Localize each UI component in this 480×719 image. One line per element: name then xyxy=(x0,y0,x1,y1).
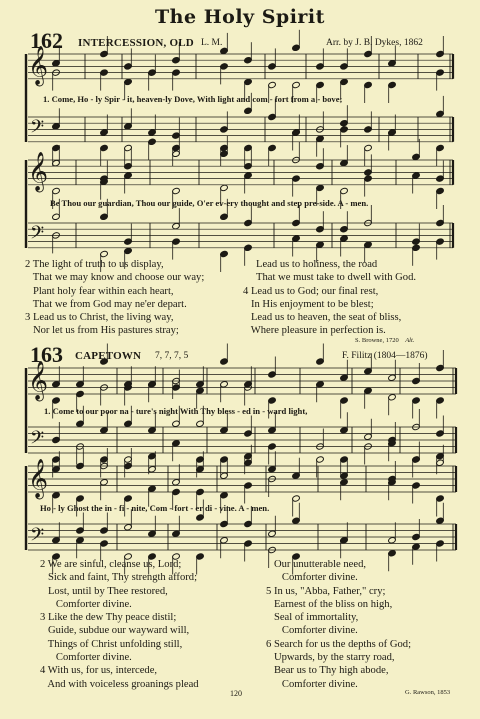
hymn-163-verses-left xyxy=(40,558,199,691)
hymn-162-arranger: Arr. by J. B. Dykes, 1862 xyxy=(326,38,423,48)
treble-clef-icon: 𝄞 xyxy=(28,45,49,86)
verse-line: 5 In us, "Abba, Father," cry; xyxy=(266,585,386,597)
verse-line: 6 Search for us the depths of God; xyxy=(266,638,412,650)
verse-line: 2 We are sinful, cleanse us, Lord; xyxy=(40,559,182,570)
verse-line: Things of Christ unfolding still, xyxy=(40,638,183,650)
verse-line: That we may know and choose our way; xyxy=(25,272,205,284)
hymn-162-tune: INTERCESSION, OLD xyxy=(78,37,194,49)
h162-treble-1-staff xyxy=(28,54,453,79)
verse-line: That we from God may ne'er depart. xyxy=(25,298,187,310)
verse-line: Where pleasure in perfection is. xyxy=(243,325,386,337)
verse-line: Plant holy fear within each heart, xyxy=(25,285,174,297)
h163-bass-2-staff xyxy=(28,524,456,550)
hymn-162-verses-left xyxy=(25,258,204,338)
verse-line: 2 The light of truth to us display, xyxy=(25,259,164,270)
verse-line: And with voiceless groanings plead xyxy=(40,678,199,690)
bass-clef-icon: 𝄢 xyxy=(30,428,45,454)
hymn-163-verses-right xyxy=(266,558,411,691)
bass-clef-icon: 𝄢 xyxy=(30,223,45,249)
verse-line: Comforter divine. xyxy=(266,625,358,637)
hymn-163-meter: 7, 7, 7, 5 xyxy=(155,351,189,361)
hymn-162-number: 162 xyxy=(30,28,63,53)
hymn-163-lyric-line-1: 1. Come to our poor na - ture's night With Thy bless - ed in - ward light, xyxy=(44,406,308,416)
hymn-163-composer: F. Filitz (1804—1876) xyxy=(342,351,428,361)
author-note: Alt. xyxy=(405,337,415,344)
hymn-162-lyric-line-2: Be Thou our guardian, Thou our guide, O'er ev-ery thought and step pre-side. A - men. xyxy=(50,198,369,208)
verse-line: 3 Like the dew Thy peace distil; xyxy=(40,612,177,624)
verse-line: Comforter divine. xyxy=(40,652,132,664)
hymn-163-author: G. Rawson, 1853 xyxy=(405,689,451,696)
h162-treble-2-staff xyxy=(28,160,453,185)
hymn-162-author xyxy=(355,337,414,344)
verse-line: Earnest of the bliss on high, xyxy=(266,598,393,610)
verse-line: 4 With us, for us, intercede, xyxy=(40,665,158,677)
treble-clef-icon: 𝄞 xyxy=(28,458,49,499)
verse-line: Lead us to heaven, the seat of bliss, xyxy=(243,312,402,324)
verse-line: Sick and faint, Thy strength afford; xyxy=(40,572,198,584)
page-title: The Holy Spirit xyxy=(155,6,325,28)
bass-clef-icon: 𝄢 xyxy=(30,117,45,143)
hymn-162-lyric-line-1: 1. Come, Ho - ly Spir - it, heaven-ly Dove, With light and com - fort from a - bove; xyxy=(43,94,343,104)
hymn-162-meter: L. M. xyxy=(201,38,223,48)
hymn-163-number: 163 xyxy=(30,342,63,367)
verse-line: Seal of immortality, xyxy=(266,612,359,624)
verse-line: 4 Lead us to God; our final rest, xyxy=(243,285,379,297)
verse-line: Comforter divine. xyxy=(266,572,358,584)
verse-line: Upwards, by the starry road, xyxy=(266,652,395,664)
author-name: S. Browne, 1720 xyxy=(355,337,399,344)
treble-clef-icon: 𝄞 xyxy=(28,151,49,192)
verse-line: 3 Lead us to Christ, the living way, xyxy=(25,312,174,324)
verse-line: Comforter divine. xyxy=(266,678,358,690)
treble-clef-icon: 𝄞 xyxy=(28,360,49,401)
page-number: 120 xyxy=(230,689,242,698)
hymn-163-tune: CAPETOWN xyxy=(75,350,142,362)
verse-line: That we must take to dwell with God. xyxy=(256,272,417,284)
verse-line: Nor let us from His pastures stray; xyxy=(25,325,179,337)
h162-bass-1-staff xyxy=(28,117,453,142)
hymn-163-lyric-line-2: Ho - ly Ghost the in - fi - nite, Com - fort - er di - vine. A - men. xyxy=(40,503,270,513)
verse-line: Lost, until by Thee restored, xyxy=(40,585,168,597)
verse-line: Comforter divine. xyxy=(40,598,132,610)
verse-line: Our unutterable need, xyxy=(266,559,367,570)
verse-line: Lead us to holiness, the road xyxy=(256,259,378,270)
verse-line: In His enjoyment to be blest; xyxy=(243,298,374,310)
verse-line: Bear us to Thy high abode, xyxy=(266,665,389,677)
verse-line: Guide, subdue our wayward will, xyxy=(40,625,190,637)
bass-clef-icon: 𝄢 xyxy=(30,525,45,551)
h162-bass-2-staff xyxy=(28,223,453,248)
hymn-162-verses-right xyxy=(243,258,416,338)
